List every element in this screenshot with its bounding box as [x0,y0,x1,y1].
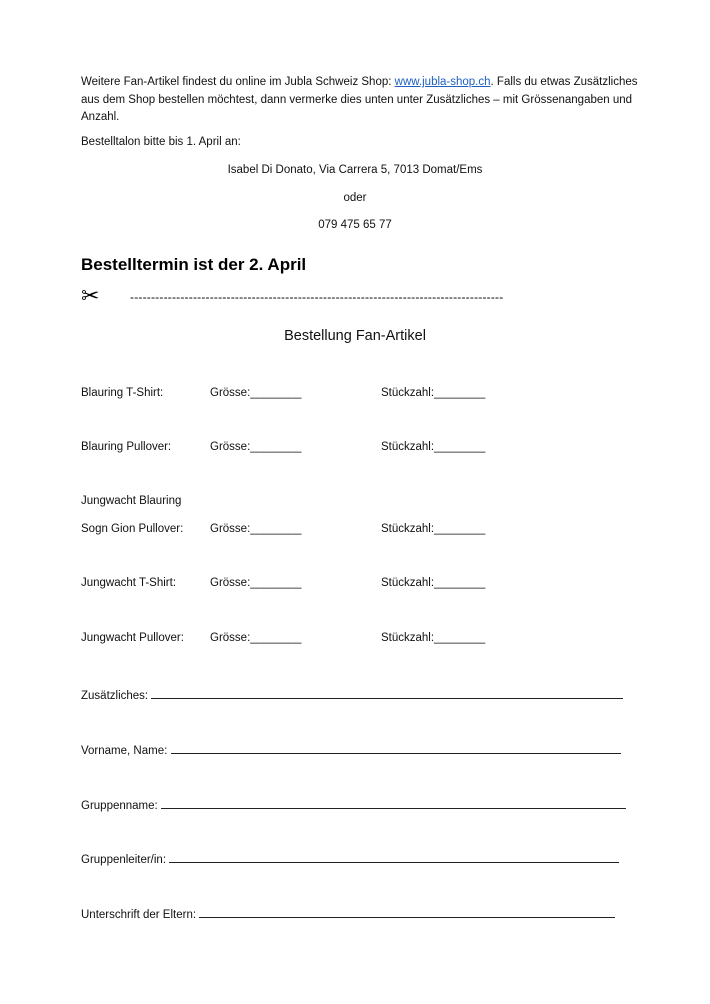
quantity-field[interactable]: Stückzahl:________ [381,577,486,589]
scissors-icon: ✂ [81,283,100,308]
intro-paragraph [81,74,641,151]
group-leader-input[interactable] [169,850,619,863]
address-line: Isabel Di Donato, Via Carrera 5, 7013 Domat/Ems [227,164,483,176]
deadline-heading: Bestelltermin ist der 2. April [81,255,307,274]
quantity-field[interactable]: Stückzahl:________ [381,523,486,535]
field-label: Unterschrift der Eltern: [81,909,197,921]
field-label: Gruppenname: [81,800,158,812]
name-field [81,741,621,757]
send-to-text: Bestelltalon bitte bis 1. April an: [81,135,241,148]
quantity-field[interactable]: Stückzahl:________ [381,632,486,644]
item-label: Sogn Gion Pullover: [81,523,184,535]
size-field[interactable]: Grösse:________ [210,441,302,453]
item-label-line1: Jungwacht Blauring [81,495,182,507]
item-label: Jungwacht T-Shirt: [81,577,177,589]
name-input[interactable] [171,741,621,754]
address-or: oder [343,192,367,204]
additional-input[interactable] [151,686,623,699]
parent-signature-input[interactable] [199,905,615,918]
group-leader-field [81,850,619,866]
item-label: Jungwacht Pullover: [81,632,184,644]
field-label: Vorname, Name: [81,745,168,757]
additional-field [81,686,623,702]
intro-text: Weitere Fan-Artikel findest du online im Jubla Schweiz Shop: www.jubla-shop.ch. Falls du etwas Zusätzliches aus dem Shop bestellen möchtest, dann vermerke dies unten unter Zusätzliches – mit Grössenangaben und Anzahl. [81,76,638,123]
address-phone: 079 475 65 77 [318,219,392,231]
size-field[interactable]: Grösse:________ [210,577,302,589]
item-label: Blauring T-Shirt: [81,387,164,399]
size-field[interactable]: Grösse:________ [210,387,302,399]
field-label: Gruppenleiter/in: [81,854,167,866]
field-label: Zusätzliches: [81,690,149,702]
quantity-field[interactable]: Stückzahl:________ [381,441,486,453]
group-name-field [81,796,626,812]
size-field[interactable]: Grösse:________ [210,632,302,644]
size-field[interactable]: Grösse:________ [210,523,302,535]
group-name-input[interactable] [161,796,626,809]
parent-signature-field [81,905,615,921]
quantity-field[interactable]: Stückzahl:________ [381,387,486,399]
shop-link[interactable]: www.jubla-shop.ch [394,76,491,88]
cut-line: ----------------------------------------------------------------------------------------- [130,290,504,304]
item-label: Blauring Pullover: [81,441,172,453]
form-title: Bestellung Fan-Artikel [284,328,426,344]
